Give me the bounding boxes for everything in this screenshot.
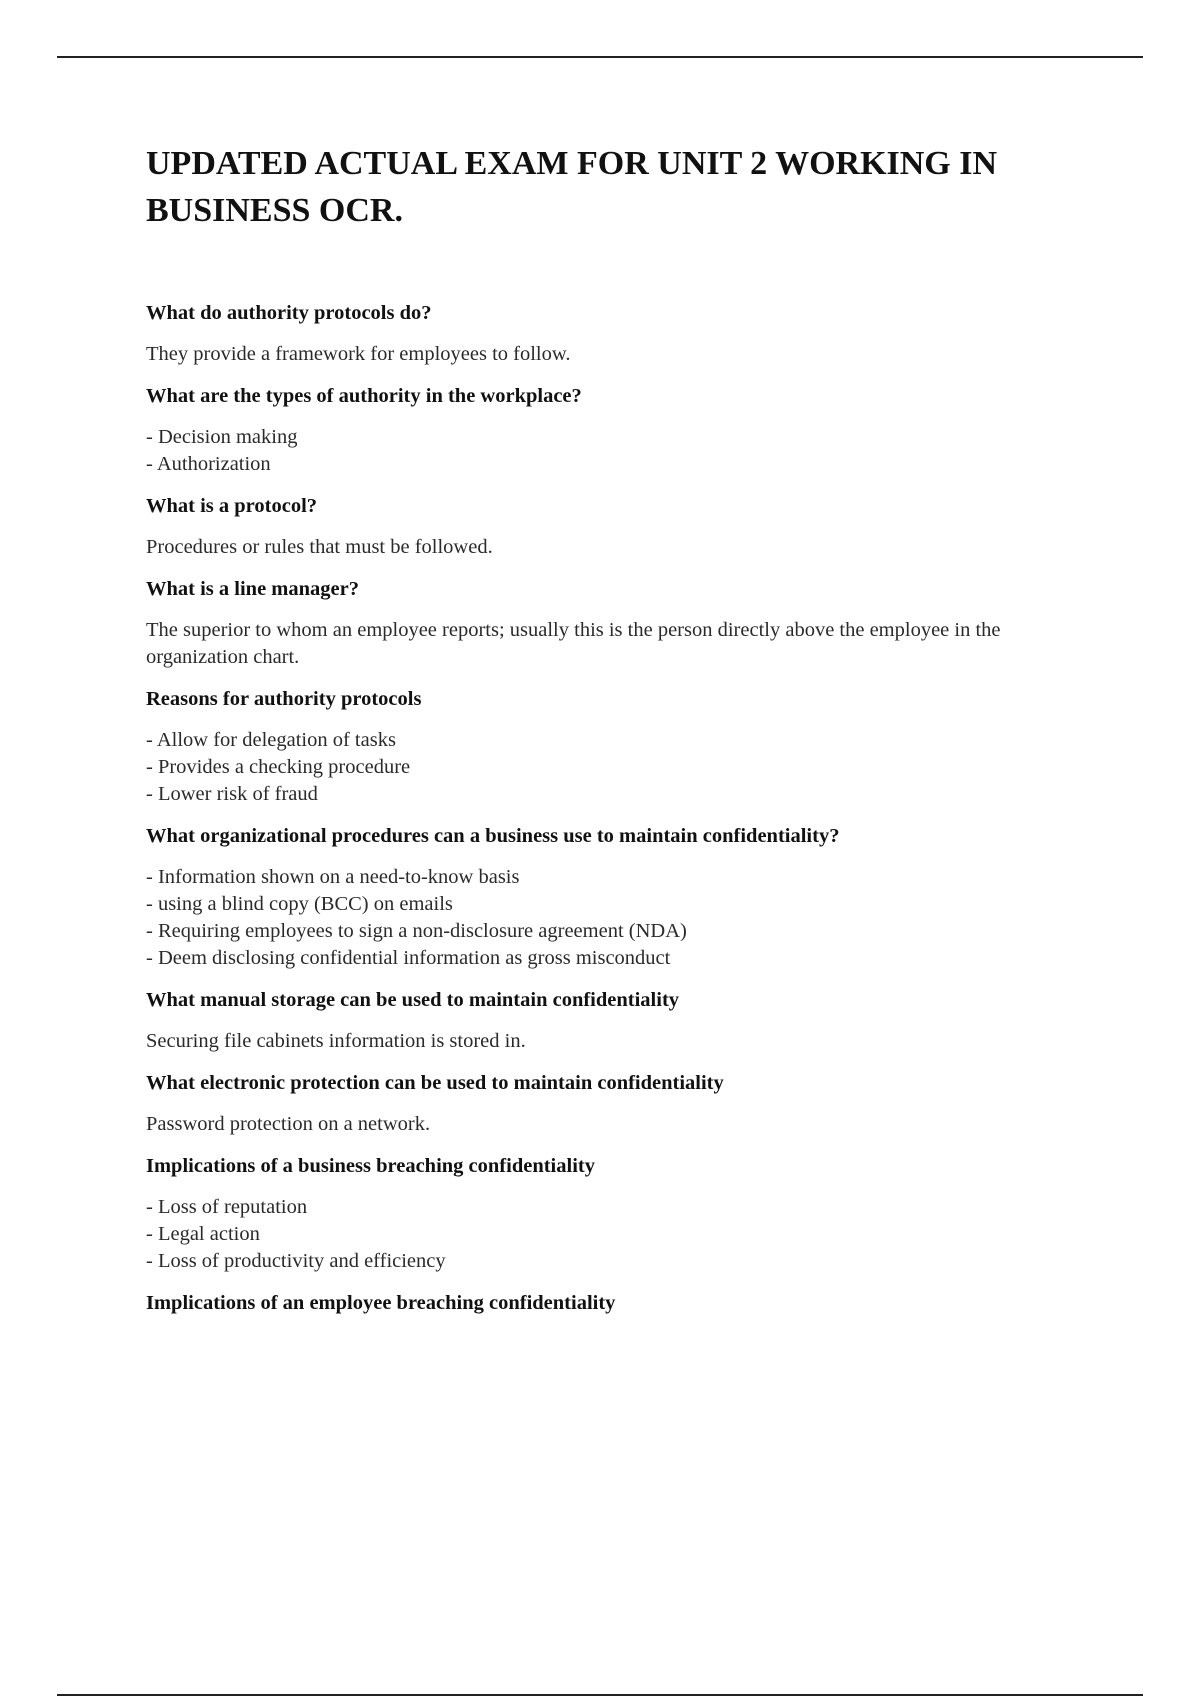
answer-text [146,727,1086,808]
answer-line: - Requiring employees to sign a non-disclosure agreement (NDA) [146,920,687,942]
answer-line: - Loss of reputation [146,1196,308,1218]
answer-line: Password protection on a network. [146,1113,431,1135]
qa-item [146,1153,1086,1275]
answer-text [146,864,1086,972]
footer-rule [57,1694,1143,1696]
question-heading: What do authority protocols do? [146,302,432,324]
question-heading: Reasons for authority protocols [146,688,422,710]
answer-line: Securing file cabinets information is stored in. [146,1030,526,1052]
answer-line: - Provides a checking procedure [146,756,411,778]
header-rule [57,56,1143,58]
answer-line: Procedures or rules that must be followed. [146,536,493,558]
document-body [146,140,1086,1331]
qa-item [146,1070,1086,1138]
answer-text [146,534,1086,561]
qa-item [146,1290,1086,1316]
qa-item [146,987,1086,1055]
answer-text [146,617,1086,671]
qa-list [146,300,1086,1316]
answer-text [146,424,1086,478]
answer-line: - Lower risk of fraud [146,783,318,805]
qa-item [146,383,1086,478]
question-heading: What manual storage can be used to maintain confidentiality [146,989,680,1011]
answer-text [146,1028,1086,1055]
qa-item [146,686,1086,808]
answer-line: - Loss of productivity and efficiency [146,1250,446,1272]
answer-text [146,341,1086,368]
answer-line: - Deem disclosing confidential information as gross misconduct [146,947,671,969]
answer-line: - Authorization [146,453,271,475]
question-heading: What electronic protection can be used to maintain confidentiality [146,1072,724,1094]
question-heading: What are the types of authority in the workplace? [146,385,582,407]
question-heading: What is a line manager? [146,578,359,600]
answer-line: The superior to whom an employee reports; usually this is the person directly above the employee in the organization chart. [146,619,1001,668]
qa-item [146,300,1086,368]
qa-item [146,493,1086,561]
answer-line: - using a blind copy (BCC) on emails [146,893,453,915]
answer-line: - Allow for delegation of tasks [146,729,396,751]
answer-line: - Information shown on a need-to-know basis [146,866,520,888]
qa-item [146,823,1086,972]
answer-text [146,1194,1086,1275]
answer-line: - Decision making [146,426,298,448]
answer-line: - Legal action [146,1223,260,1245]
answer-text [146,1111,1086,1138]
question-heading: What is a protocol? [146,495,318,517]
answer-line: They provide a framework for employees to follow. [146,343,571,365]
document-title: UPDATED ACTUAL EXAM FOR UNIT 2 WORKING IN BUSINESS OCR. [146,145,998,229]
qa-item [146,576,1086,671]
question-heading: What organizational procedures can a business use to maintain confidentiality? [146,825,840,847]
question-heading: Implications of a business breaching confidentiality [146,1155,595,1177]
question-heading: Implications of an employee breaching confidentiality [146,1292,616,1314]
